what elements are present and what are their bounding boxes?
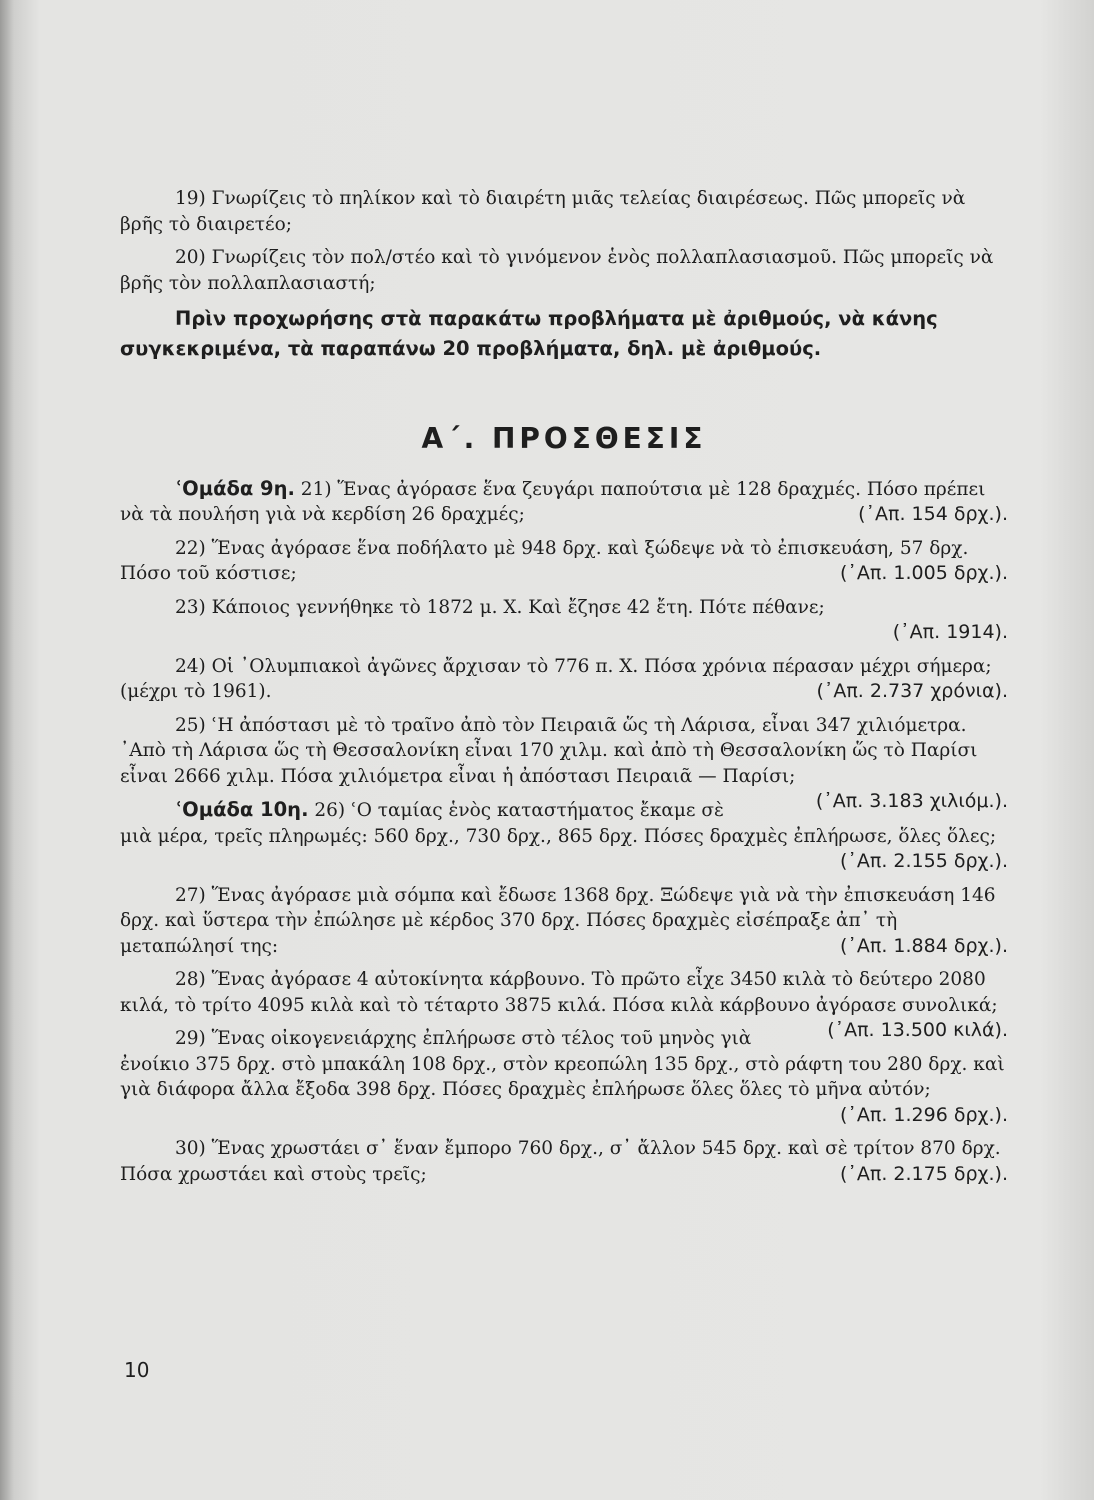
- problem-26-answer: (᾽Απ. 2.155 δρχ.).: [839, 850, 1008, 872]
- problem-29-answer-line: [120, 1103, 1008, 1129]
- problem-25-text: 25) ʿΗ ἀπόστασι μὲ τὸ τραῖνο ἀπὸ τὸν Πειραιᾶ ὥς τὴ Λάρισα, εἶναι 347 χιλιόμετρα. ᾽Απὸ τὴ Λάρισα ὥς τὴ Θεσσαλονίκη εἶναι 170 χιλμ. καὶ ἀπὸ τὴ Θεσσαλονίκη ὥς τὸ Παρίσι εἶναι 2666 χιλμ. Πόσα χιλιόμετρα εἶναι ἡ ἀπόστασι Πειραιᾶ — Παρίσι;: [120, 714, 978, 787]
- problem-30-answer: (᾽Απ. 2.175 δρχ.).: [839, 1162, 1008, 1185]
- problem-29-text: 29) Ἕνας οἰκογενειάρχης ἐπλήρωσε στὸ τέλος τοῦ μηνὸς γιὰ ἐνοίκιο 375 δρχ. στὸ μπακάλη 108 δρχ., στὸν κρεοπώλη 135 δρχ., στὸ ράφτη του 280 δρχ. καὶ γιὰ διάφορα ἄλλα ἔξοδα 398 δρχ. Πόσες δραχμὲς ἐπλήρωσε ὅλες ὅλες τὸ μῆνα αὐτόν;: [120, 1028, 1005, 1100]
- problem-24-answer: (᾽Απ. 2.737 χρόνια).: [816, 680, 1008, 702]
- group-9-label: ʿΟμάδα 9η.: [175, 476, 295, 500]
- group-10-label: ʿΟμάδα 10η.: [175, 798, 309, 821]
- problem-23-answer: (᾽Απ. 1914).: [892, 621, 1008, 643]
- instruction-note: Πρὶν προχωρήσης στὰ παρακάτω προβλήματα μὲ ἀριθμούς, νὰ κάνης συγκεκριμένα, τὰ παραπάνω 20 προβλήματα, δηλ. μὲ ἀριθμούς.: [120, 307, 938, 360]
- question-20: 20) Γνωρίζεις τὸν πολ/στέο καὶ τὸ γινόμενον ἑνὸς πολλαπλασιασμοῦ. Πῶς μπορεῖς νὰ βρῆς τὸν πολλαπλασιαστή;: [120, 247, 994, 294]
- problem-27-answer: (᾽Απ. 1.884 δρχ.).: [839, 934, 1008, 957]
- problem-22-answer: (᾽Απ. 1.005 δρχ.).: [839, 562, 1008, 584]
- problem-28-answer: (᾽Απ. 13.500 κιλά).: [827, 1019, 1008, 1041]
- problem-21-answer: (᾽Απ. 154 δρχ.).: [858, 503, 1008, 525]
- problem-28-text: 28) Ἕνας ἀγόρασε 4 αὐτοκίνητα κάρβουνο. Τὸ πρῶτο εἶχε 3450 κιλὰ τὸ δεύτερο 2080 κιλά, τὸ τρίτο 4095 κιλὰ καὶ τὸ τέταρτο 3875 κιλά. Πόσα κιλὰ κάρβουνο ἀγόρασε συνολικά;: [120, 969, 998, 1016]
- problem-26-answer-line: [120, 849, 1008, 875]
- problem-26-text: 26) ʿΟ ταμίας ἑνὸς καταστήματος ἔκαμε σὲ μιὰ μέρα, τρεῖς πληρωμές: 560 δρχ., 730 δρχ., 865 δρχ. Πόσες δραχμὲς ἐπλήρωσε, ὅλες ὅλες;: [120, 800, 997, 847]
- section-title: Α΄. ΠΡΟΣΘΕΣΙΣ: [421, 422, 707, 455]
- problem-21: [120, 476, 1008, 528]
- page-number: 10: [124, 1358, 150, 1382]
- problem-30: [120, 1136, 1008, 1187]
- problem-23: [120, 595, 1008, 621]
- page-body: [120, 186, 1008, 1195]
- problem-21-text: 21) Ἕνας ἀγόρασε ἕνα ζευγάρι παπούτσια μὲ 128 δραχμές. Πόσο πρέπει νὰ τὰ πουλήση γιὰ νὰ κερδίση 26 δραχμές;: [120, 478, 986, 525]
- question-19: 19) Γνωρίζεις τὸ πηλίκον καὶ τὸ διαιρέτη μιᾶς τελείας διαιρέσεως. Πῶς μπορεῖς νὰ βρῆς τὸ διαιρετέο;: [120, 188, 966, 235]
- problem-29-answer: (᾽Απ. 1.296 δρχ.).: [839, 1103, 1008, 1126]
- problem-24-text: 24) Οἱ ᾽Ολυμπιακοὶ ἀγῶνες ἄρχισαν τὸ 776 π. Χ. Πόσα χρόνια πέρασαν μέχρι σήμερα; (μέχρι τὸ 1961).: [120, 655, 992, 702]
- problem-28: [120, 967, 1008, 1041]
- problem-23-text: 23) Κάποιος γεννήθηκε τὸ 1872 μ. Χ. Καὶ ἔζησε 42 ἔτη. Πότε πέθανε;: [175, 596, 825, 618]
- problem-27-text: 27) Ἕνας ἀγόρασε μιὰ σόμπα καὶ ἔδωσε 1368 δρχ. Ξώδεψε γιὰ νὰ τὴν ἐπισκευάση 146 δρχ. καὶ ὕστερα τὴν ἐπώλησε μὲ κέρδος 370 δρχ. Πόσες δραχμὲς εἰσέπραξε ἀπ᾽ τὴ μεταπώλησί της:: [120, 884, 996, 957]
- problem-22: [120, 536, 1008, 587]
- problem-22-text: 22) Ἕνας ἀγόρασε ἕνα ποδήλατο μὲ 948 δρχ. καὶ ξώδεψε νὰ τὸ ἐπισκευάση, 57 δρχ. Πόσο τοῦ κόστισε;: [120, 537, 969, 584]
- problem-25-answer: (᾽Απ. 3.183 χιλιόμ.).: [815, 790, 1008, 812]
- problem-23-answer-line: [120, 620, 1008, 646]
- problem-27: [120, 883, 1008, 960]
- problem-30-text: 30) Ἕνας χρωστάει σ᾽ ἕναν ἔμπορο 760 δρχ., σ᾽ ἄλλον 545 δρχ. καὶ σὲ τρίτον 870 δρχ. Πόσα χρωστάει καὶ στοὺς τρεῖς;: [120, 1138, 1001, 1185]
- problem-24: [120, 654, 1008, 705]
